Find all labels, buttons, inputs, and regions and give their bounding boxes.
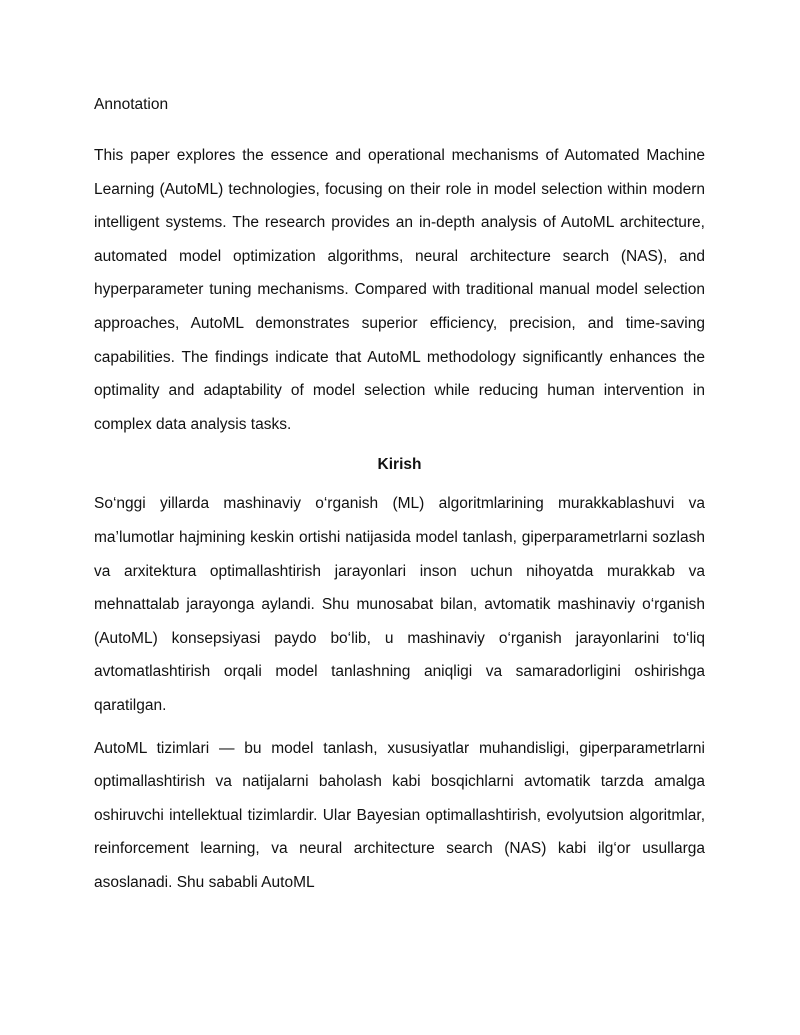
- document-page: [94, 93, 705, 908]
- kirish-paragraph-2: AutoML tizimlari — bu model tanlash, xususiyatlar muhandisligi, giperparametrlarni optimallashtirish va natijalarni baholash kabi bosqichlarni avtomatik tarzda amalga oshiruvchi intellektual tizimlardir. Ular Bayesian optimallashtirish, evolyutsion algoritmlar, reinforcement learning, va neural architecture search (NAS) kabi ilg‘or usullarga asoslanadi. Shu sababli AutoML: [94, 739, 705, 891]
- annotation-paragraph: This paper explores the essence and operational mechanisms of Automated Machine Learning (AutoML) technologies, focusing on their role in model selection within modern intelligent systems. The research provides an in-depth analysis of AutoML architecture, automated model optimization algorithms, neural architecture search (NAS), and hyperparameter tuning mechanisms. Compared with traditional manual model selection approaches, AutoML demonstrates superior efficiency, precision, and time-saving capabilities. The findings indicate that AutoML methodology significantly enhances the optimality and adaptability of model selection while reducing human intervention in complex data analysis tasks.: [94, 147, 705, 433]
- kirish-paragraph-1: So‘nggi yillarda mashinaviy o‘rganish (ML) algoritmlarining murakkablashuvi va ma’lumotlar hajmining keskin ortishi natijasida model tanlash, giperparametrlarni sozlash va arxitektura optimallashtirish jarayonlari inson uchun nihoyatda murakkab va mehnattalab jarayonga aylandi. Shu munosabat bilan, avtomatik mashinaviy o‘rganish (AutoML) konsepsiyasi paydo bo‘lib, u mashinaviy o‘rganish jarayonlarini to‘liq avtomatlashtirish orqali model tanlashning aniqligi va samaradorligini oshirishga qaratilgan.: [94, 495, 705, 714]
- annotation-heading: Annotation: [94, 96, 169, 113]
- kirish-heading: Kirish: [377, 456, 422, 474]
